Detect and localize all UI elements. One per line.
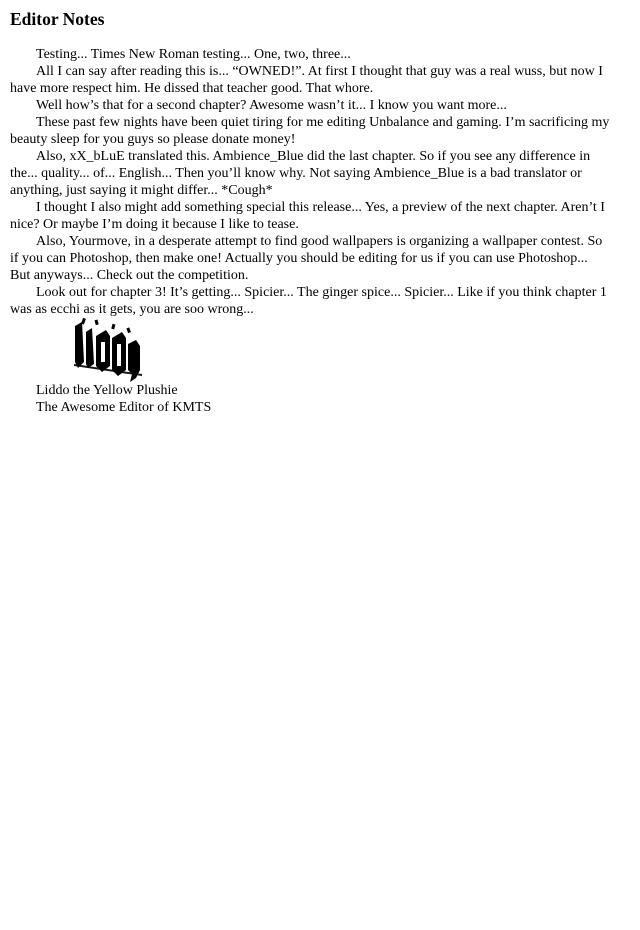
notes-body xyxy=(10,46,610,318)
editor-notes-page xyxy=(10,8,610,416)
signature-logo-icon xyxy=(72,318,144,382)
paragraph: All I can say after reading this is... “OWNED!”. At first I thought that guy was a real wuss, but now I have more respect him. He dissed that teacher good. That whore. xyxy=(10,64,603,96)
paragraph: Testing... Times New Roman testing... One, two, three... xyxy=(36,47,351,62)
paragraph: Also, xX_bLuE translated this. Ambience_Blue did the last chapter. So if you see any difference in the... quality... of... English... Then you’ll know why. Not saying Ambience_Blue is a bad translator or anything, just saying it might differ... *Cough* xyxy=(10,149,591,198)
paragraph: Look out for chapter 3! It’s getting... Spicier... The ginger spice... Spicier... Like if you think chapter 1 was as ecchi as it gets, you are soo wrong... xyxy=(10,285,607,317)
page-title: Editor Notes xyxy=(10,9,105,29)
paragraph: Well how’s that for a second chapter? Awesome wasn’t it... I know you want more... xyxy=(36,98,507,113)
signature-logo xyxy=(72,318,144,382)
paragraph: I thought I also might add something special this release... Yes, a preview of the next chapter. Aren’t I nice? Or maybe I’m doing it because I like to tease. xyxy=(10,200,605,232)
signature-role: The Awesome Editor of KMTS xyxy=(36,400,212,415)
paragraph: These past few nights have been quiet tiring for me editing Unbalance and gaming. I’m sacrificing my beauty sleep for you guys so please donate money! xyxy=(10,115,610,147)
signature-name: Liddo the Yellow Plushie xyxy=(36,383,178,398)
paragraph: Also, Yourmove, in a desperate attempt to find good wallpapers is organizing a wallpaper contest. So if you can Photoshop, then make one! Actually you should be editing for us if you can use Photoshop... But anyways... Check out the competition. xyxy=(10,234,603,283)
